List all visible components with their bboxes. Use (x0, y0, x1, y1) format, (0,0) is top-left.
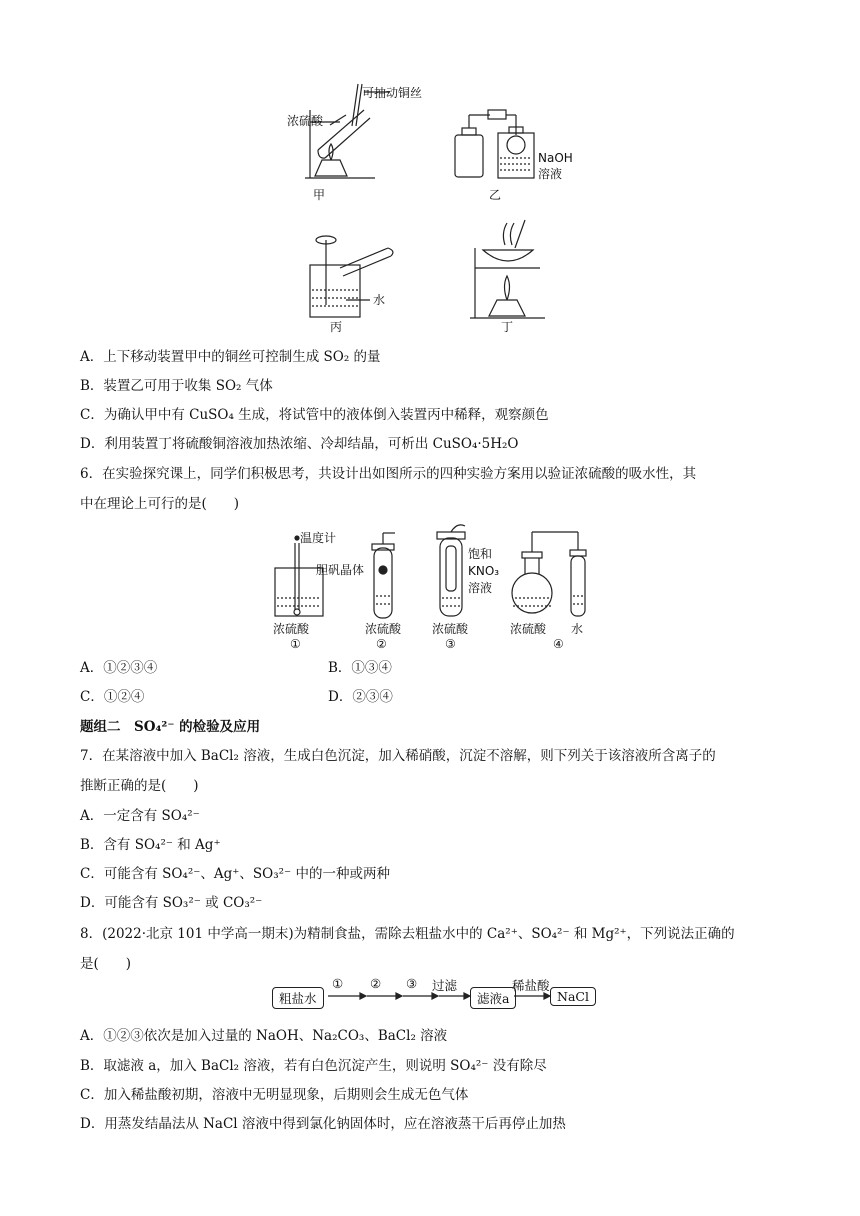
apparatus-3 (437, 525, 465, 616)
q8-option-a: A．①②③依次是加入过量的 NaOH、Na₂CO₃、BaCl₂ 溶液 (80, 1028, 448, 1044)
label-kno3: KNO₃ (468, 564, 500, 578)
q5-option-d: D．利用装置丁将硫酸铜溶液加热浓缩、冷却结晶，可析出 CuSO₄·5H₂O (80, 436, 519, 452)
label-water-bing: 水 (373, 293, 386, 307)
q6-option-a: A．①②③④ (80, 660, 158, 676)
q8-option-d: D．用蒸发结晶法从 NaCl 溶液中得到氯化钠固体时，应在溶液蒸干后再停止加热 (80, 1116, 566, 1132)
label-kno3-solution: 溶液 (468, 581, 493, 595)
label-water-4: 水 (571, 622, 584, 636)
label-bing: 丙 (330, 320, 343, 334)
flow-filtrate-box: 滤液a (470, 987, 516, 1009)
label-conc-acid-3: 浓硫酸 (432, 622, 469, 636)
label-conc-acid-1: 浓硫酸 (273, 622, 310, 636)
q7-option-a: A．一定含有 SO₄²⁻ (80, 808, 200, 824)
q8-stem-line2: 是( ) (80, 956, 132, 972)
q8-option-b: B．取滤液 a，加入 BaCl₂ 溶液，若有白色沉淀产生，则说明 SO₄²⁻ 没有除尽 (80, 1058, 547, 1074)
label-conc-acid-jia: 浓硫酸 (287, 114, 324, 128)
q5-option-c: C．为确认甲中有 CuSO₄ 生成，将试管中的液体倒入装置丙中稀释，观察颜色 (80, 407, 549, 423)
label-conc-acid-4: 浓硫酸 (510, 622, 547, 636)
group2-heading: 题组二 SO₄²⁻ 的检验及应用 (80, 719, 261, 735)
apparatus-ding (470, 220, 545, 318)
label-copper-wire: 可抽动铜丝 (362, 86, 423, 100)
q7-option-c: C．可能含有 SO₄²⁻、Ag⁺、SO₃²⁻ 中的一种或两种 (80, 866, 390, 882)
label-n1: ① (290, 637, 301, 651)
apparatus-2 (372, 533, 395, 618)
flow-step-3: ③ (406, 976, 418, 991)
q6-stem-line1: 6．在实验探究课上，同学们积极思考，共设计出如图所示的四种实验方案用以验证浓硫酸的吸水性，其 (80, 466, 697, 482)
label-ding: 丁 (501, 320, 514, 334)
q6-option-c: C．①②④ (80, 689, 145, 705)
q7-option-b: B．含有 SO₄²⁻ 和 Ag⁺ (80, 837, 221, 853)
q7-option-d: D．可能含有 SO₃²⁻ 或 CO₃²⁻ (80, 895, 263, 911)
flow-filter: 过滤 (432, 978, 458, 993)
label-naoh: NaOH (538, 151, 573, 165)
label-blue-vitriol: 胆矾晶体 (316, 563, 365, 577)
label-n2: ② (376, 637, 387, 651)
flow-acid: 稀盐酸 (512, 978, 550, 993)
q7-stem-line2: 推断正确的是( ) (80, 778, 199, 794)
q6-option-d: D．②③④ (328, 689, 393, 705)
label-saturated: 饱和 (468, 547, 493, 561)
label-jia: 甲 (313, 188, 326, 202)
apparatus-yi (455, 110, 534, 178)
q6-option-b: B．①③④ (328, 660, 392, 676)
label-n3: ③ (445, 637, 456, 651)
apparatus-figure-q6 (0, 518, 860, 651)
flow-start-box: 粗盐水 (272, 987, 324, 1009)
q7-stem-line1: 7．在某溶液中加入 BaCl₂ 溶液，生成白色沉淀，加入稀硝酸，沉淀不溶解，则下列关于该溶液所含离子的 (80, 748, 716, 764)
label-n4: ④ (553, 637, 564, 651)
q8-option-c: C．加入稀盐酸初期，溶液中无明显现象，后期则会生成无色气体 (80, 1087, 469, 1103)
label-thermometer: 温度计 (300, 531, 337, 545)
q5-option-b: B．装置乙可用于收集 SO₂ 气体 (80, 378, 273, 394)
q6-stem-line2: 中在理论上可行的是( ) (80, 496, 240, 512)
q5-option-a: A．上下移动装置甲中的铜丝可控制生成 SO₂ 的量 (80, 349, 381, 365)
label-naoh-solution: 溶液 (538, 167, 563, 181)
label-yi: 乙 (489, 188, 502, 202)
flow-end-box: NaCl (550, 987, 596, 1006)
q8-stem-line1: 8．(2022·北京 101 中学高一期末)为精制食盐，需除去粗盐水中的 Ca²⁺、SO₄²⁻ 和 Mg²⁺，下列说法正确的 (80, 926, 735, 942)
flow-step-2: ② (370, 976, 382, 991)
apparatus-4 (512, 532, 586, 616)
flow-step-1: ① (332, 976, 344, 991)
label-conc-acid-2: 浓硫酸 (365, 622, 402, 636)
apparatus-figure-q5 (0, 0, 860, 340)
q8-flow-diagram (272, 976, 592, 1006)
